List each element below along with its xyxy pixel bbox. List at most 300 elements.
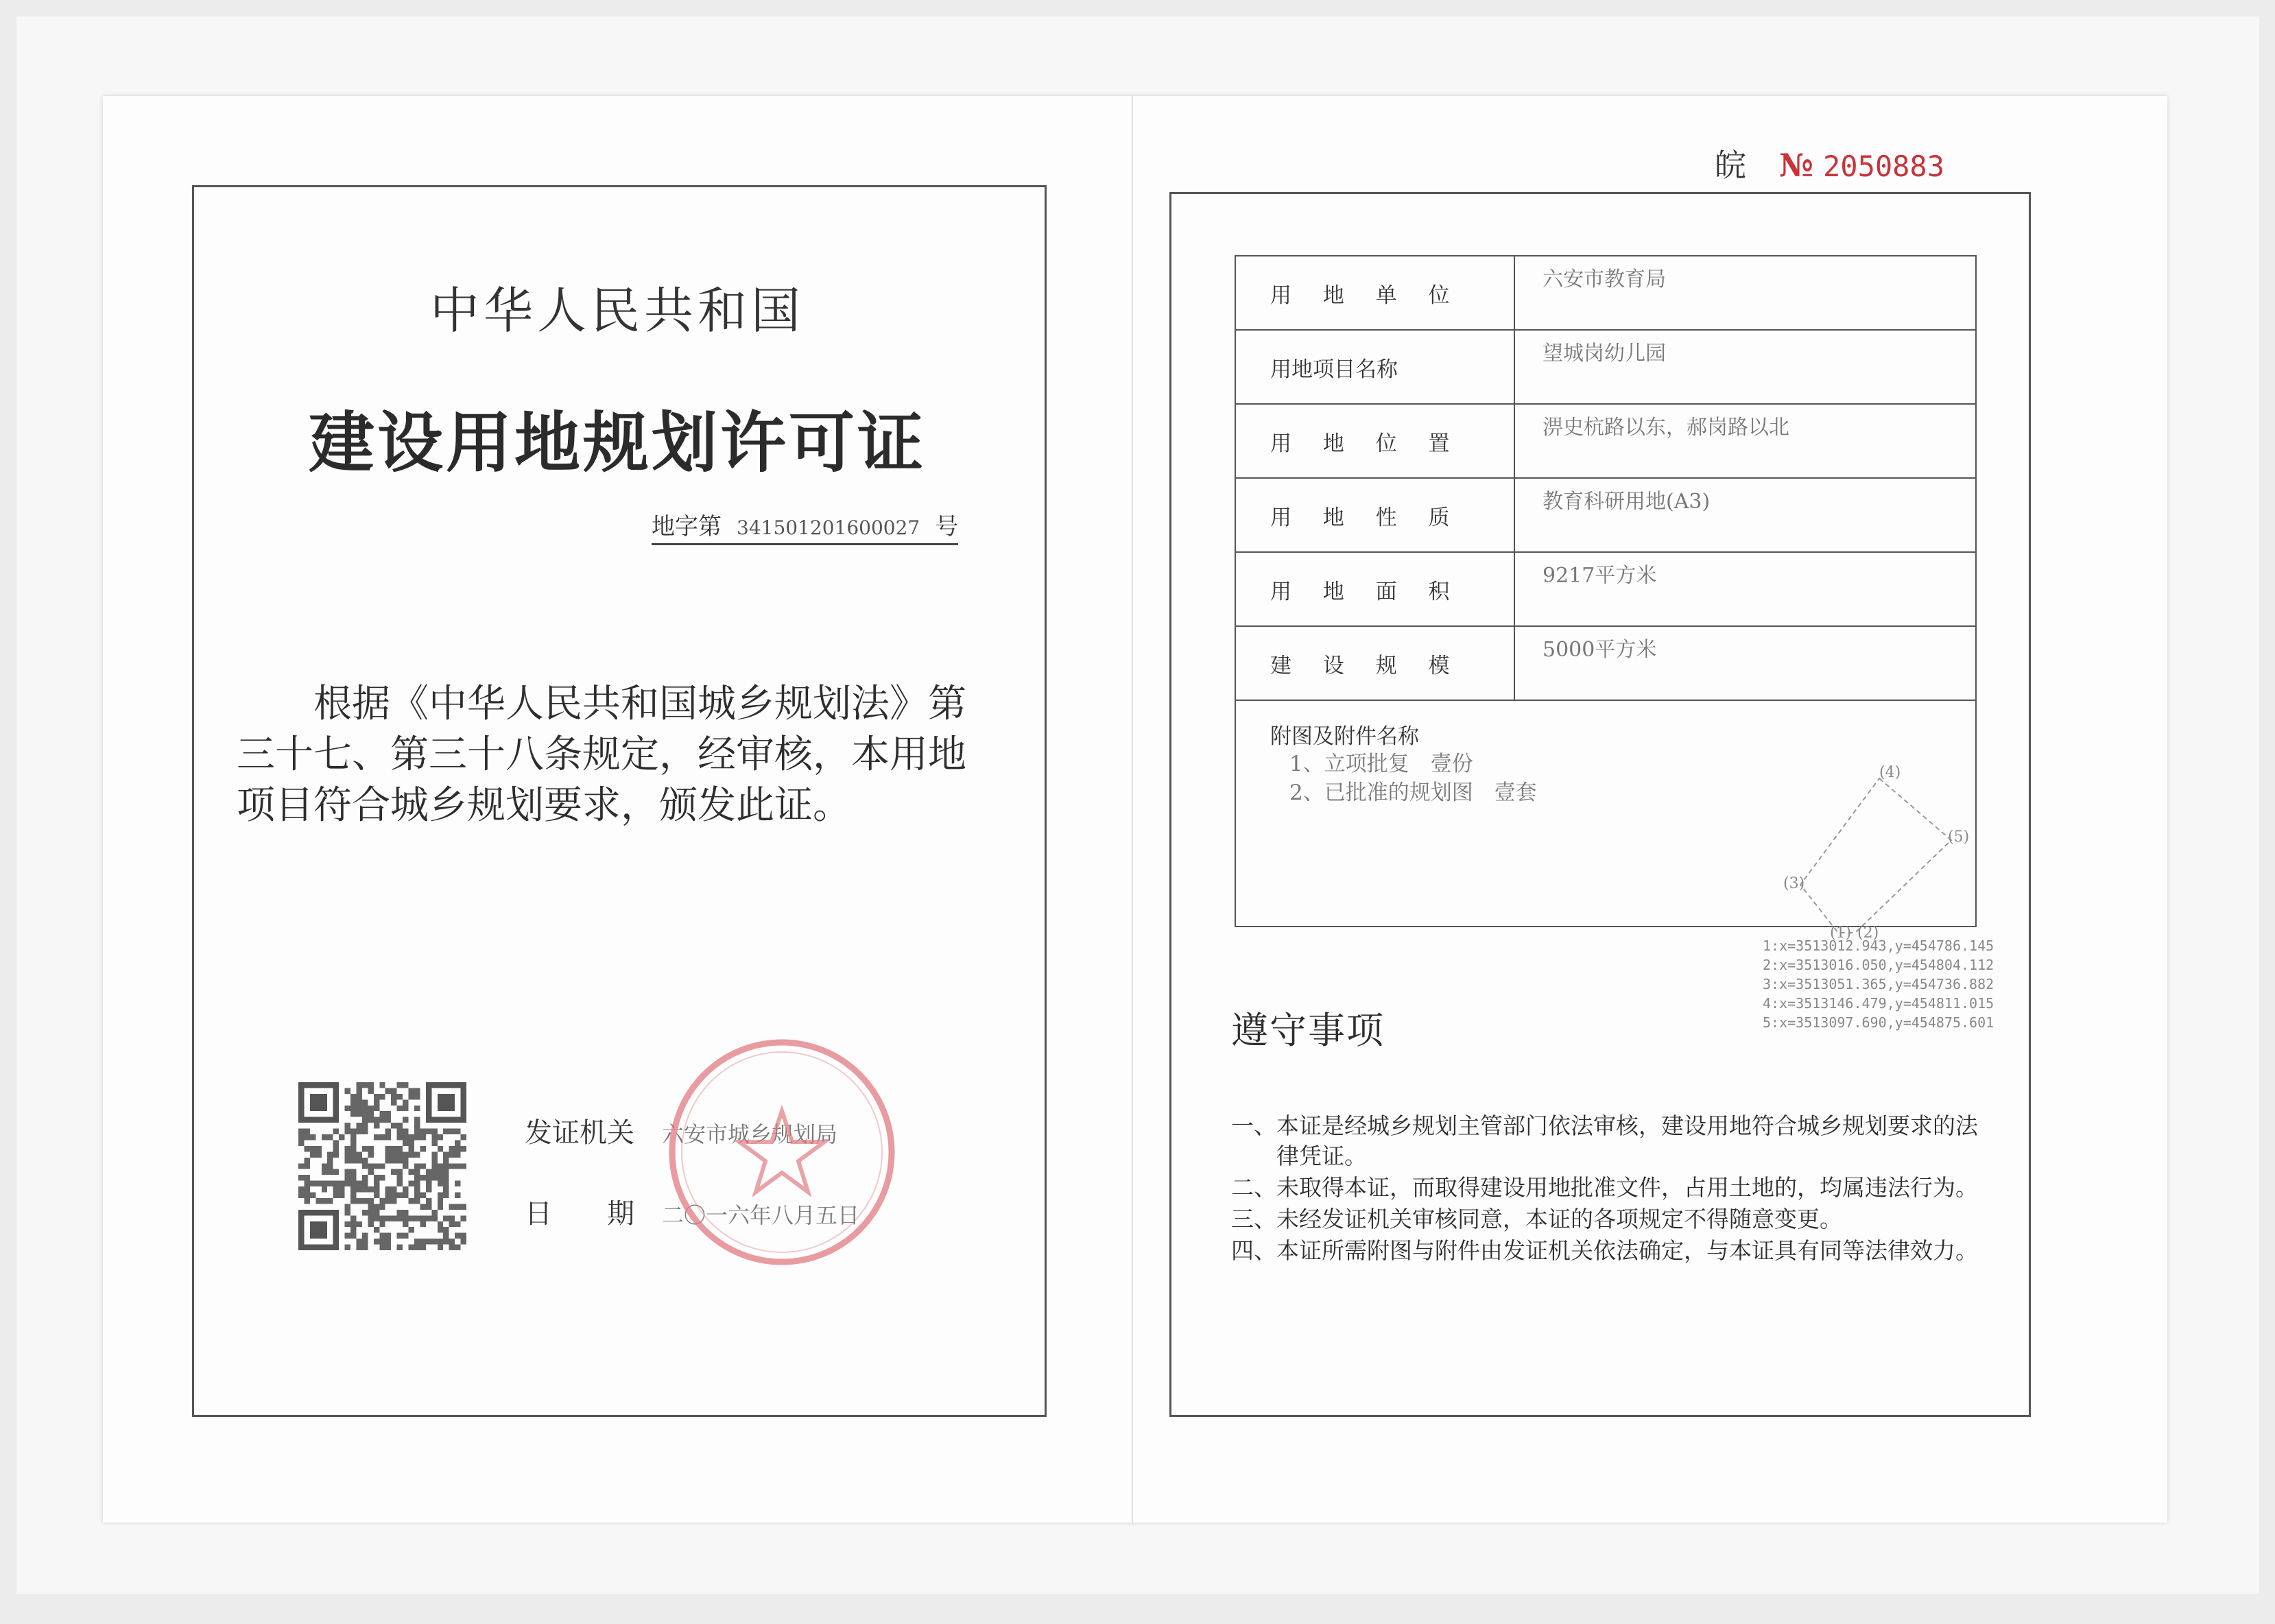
qr-module xyxy=(350,1227,356,1232)
qr-module xyxy=(431,1175,437,1180)
qr-module xyxy=(414,1175,420,1180)
qr-module xyxy=(455,1140,460,1145)
qr-module xyxy=(431,1163,437,1169)
table-row xyxy=(1235,478,1976,552)
qr-module xyxy=(327,1169,333,1175)
date-value: 二〇一六年八月五日 xyxy=(662,1202,860,1228)
qr-module xyxy=(414,1193,420,1198)
row-value: 5000平方米 xyxy=(1514,626,1976,700)
qr-module xyxy=(449,1151,455,1157)
qr-module xyxy=(339,1193,344,1198)
qr-module xyxy=(461,1239,466,1244)
qr-module xyxy=(310,1146,315,1151)
row-label: 用地项目名称 xyxy=(1235,330,1514,404)
qr-module xyxy=(374,1204,379,1209)
qr-module xyxy=(414,1181,420,1186)
qr-module xyxy=(449,1146,455,1151)
qr-module xyxy=(345,1181,350,1186)
qr-module xyxy=(403,1134,408,1140)
qr-module xyxy=(345,1245,350,1250)
qr-module xyxy=(409,1215,414,1221)
qr-module xyxy=(350,1140,356,1145)
qr-module xyxy=(350,1129,356,1134)
qr-module xyxy=(409,1169,414,1175)
qr-module xyxy=(438,1245,443,1250)
qr-module xyxy=(350,1215,356,1221)
qr-module xyxy=(438,1163,443,1169)
qr-module xyxy=(310,1181,315,1186)
qr-module xyxy=(391,1146,396,1151)
qr-module xyxy=(379,1215,385,1221)
coordinate-line: 1:x=3513012.943,y=454786.145 xyxy=(1763,938,1994,954)
qr-module xyxy=(403,1117,408,1123)
qr-code-icon xyxy=(298,1082,466,1250)
qr-module xyxy=(397,1134,403,1140)
qr-module xyxy=(350,1134,356,1140)
qr-module xyxy=(379,1245,385,1250)
number-suffix: 号 xyxy=(935,513,959,540)
qr-module xyxy=(345,1158,350,1163)
qr-module xyxy=(304,1198,309,1204)
qr-module xyxy=(449,1163,455,1169)
qr-module xyxy=(368,1210,373,1215)
qr-module xyxy=(350,1169,356,1175)
qr-module xyxy=(385,1111,391,1116)
qr-module xyxy=(362,1181,368,1186)
qr-module xyxy=(379,1111,385,1116)
issuer-value: 六安市城乡规划局 xyxy=(662,1121,838,1147)
qr-module xyxy=(298,1134,304,1140)
qr-module xyxy=(426,1181,431,1186)
qr-module xyxy=(385,1193,391,1198)
qr-module xyxy=(356,1151,361,1157)
row-label: 用 地 单 位 xyxy=(1235,256,1514,330)
qr-module xyxy=(339,1181,344,1186)
qr-module xyxy=(449,1129,455,1134)
qr-module xyxy=(368,1204,373,1209)
qr-module xyxy=(362,1186,368,1192)
qr-module xyxy=(414,1215,420,1221)
attachment-item: 2、已批准的规划图 壹套 xyxy=(1289,780,1537,805)
rule-text: 本证所需附图与附件由发证机关依法确定，与本证具有同等法律效力。 xyxy=(1276,1237,1978,1264)
qr-module xyxy=(438,1146,443,1151)
qr-module xyxy=(461,1134,466,1140)
qr-module xyxy=(333,1169,339,1175)
qr-module xyxy=(391,1158,396,1163)
qr-module xyxy=(356,1198,361,1204)
qr-module xyxy=(438,1204,443,1209)
qr-module xyxy=(403,1082,408,1088)
qr-module xyxy=(443,1193,449,1198)
row-label: 用 地 性 质 xyxy=(1235,478,1514,552)
rule-index: 四、 xyxy=(1231,1237,1276,1264)
qr-module xyxy=(374,1175,379,1180)
table-row xyxy=(1235,626,1976,700)
qr-module xyxy=(385,1117,391,1123)
qr-module xyxy=(397,1129,403,1134)
qr-module xyxy=(339,1186,344,1192)
qr-module xyxy=(455,1181,460,1186)
qr-module xyxy=(356,1082,361,1088)
qr-module xyxy=(443,1169,449,1175)
qr-module xyxy=(374,1227,379,1232)
qr-module xyxy=(443,1215,449,1221)
qr-module xyxy=(368,1215,373,1221)
qr-module xyxy=(420,1146,425,1151)
qr-module xyxy=(298,1175,304,1180)
qr-module xyxy=(449,1215,455,1221)
qr-module xyxy=(379,1233,385,1239)
serial-mark: № xyxy=(1779,147,1813,184)
qr-module xyxy=(374,1106,379,1111)
qr-module xyxy=(443,1181,449,1186)
qr-module xyxy=(322,1181,327,1186)
attachments-label: 附图及附件名称 xyxy=(1270,724,1419,749)
qr-module xyxy=(350,1146,356,1151)
qr-module xyxy=(379,1204,385,1209)
qr-module xyxy=(397,1193,403,1198)
qr-module xyxy=(345,1151,350,1157)
qr-module xyxy=(350,1111,356,1116)
qr-module xyxy=(409,1198,414,1204)
qr-module xyxy=(385,1233,391,1239)
qr-module xyxy=(368,1117,373,1123)
qr-module xyxy=(385,1134,391,1140)
qr-module xyxy=(397,1245,403,1250)
qr-module xyxy=(403,1158,408,1163)
qr-module xyxy=(397,1158,403,1163)
qr-module xyxy=(420,1221,425,1227)
rule-item xyxy=(1231,1173,1999,1203)
qr-module xyxy=(391,1094,396,1099)
qr-module xyxy=(304,1163,309,1169)
rule-index: 三、 xyxy=(1231,1206,1276,1232)
qr-module xyxy=(368,1106,373,1111)
qr-module xyxy=(414,1245,420,1250)
qr-module xyxy=(356,1181,361,1186)
qr-module xyxy=(362,1233,368,1239)
qr-module xyxy=(461,1163,466,1169)
serial-number xyxy=(1715,141,1944,186)
qr-module xyxy=(315,1146,321,1151)
table-row xyxy=(1235,330,1976,404)
qr-module xyxy=(310,1134,315,1140)
number-value: 341501201600027 xyxy=(737,516,920,539)
qr-module xyxy=(374,1239,379,1244)
center-fold xyxy=(1132,96,1133,1522)
qr-module xyxy=(461,1204,466,1209)
qr-module xyxy=(304,1158,309,1163)
qr-module xyxy=(350,1094,356,1099)
qr-module xyxy=(356,1158,361,1163)
certificate-title: 建设用地规划许可证 xyxy=(309,405,926,481)
qr-module xyxy=(368,1186,373,1192)
qr-module xyxy=(385,1146,391,1151)
qr-module xyxy=(443,1186,449,1192)
qr-module xyxy=(385,1158,391,1163)
table-row xyxy=(1235,404,1976,478)
qr-module xyxy=(455,1163,460,1169)
qr-module xyxy=(362,1158,368,1163)
qr-module xyxy=(322,1198,327,1204)
rule-index: 一、 xyxy=(1231,1112,1276,1139)
qr-module xyxy=(304,1186,309,1192)
row-label: 用 地 位 置 xyxy=(1235,404,1514,478)
attachment-item: 1、立项批复 壹份 xyxy=(1289,752,1473,776)
qr-module xyxy=(374,1186,379,1192)
qr-module xyxy=(431,1129,437,1134)
qr-module xyxy=(362,1111,368,1116)
qr-module xyxy=(345,1106,350,1111)
rule-index: 二、 xyxy=(1231,1174,1276,1201)
qr-module xyxy=(362,1210,368,1215)
qr-module xyxy=(374,1210,379,1215)
date-label: 日 期 xyxy=(525,1198,634,1230)
rule-text: 未取得本证，而取得建设用地批准文件，占用土地的，均属违法行为。 xyxy=(1276,1174,1978,1201)
qr-module xyxy=(379,1239,385,1244)
qr-module xyxy=(345,1175,350,1180)
qr-module xyxy=(409,1245,414,1250)
qr-module xyxy=(327,1158,333,1163)
qr-module xyxy=(345,1169,350,1175)
qr-module xyxy=(409,1151,414,1157)
qr-module xyxy=(414,1106,420,1111)
qr-module xyxy=(431,1134,437,1140)
row-label: 用 地 面 积 xyxy=(1235,552,1514,626)
qr-module xyxy=(350,1099,356,1105)
qr-module xyxy=(350,1198,356,1204)
qr-module xyxy=(362,1123,368,1128)
qr-module xyxy=(368,1163,373,1169)
qr-module xyxy=(438,1227,443,1232)
qr-module xyxy=(322,1186,327,1192)
qr-module xyxy=(455,1193,460,1198)
qr-module xyxy=(345,1088,350,1093)
qr-module xyxy=(443,1227,449,1232)
qr-module xyxy=(345,1233,350,1239)
qr-module xyxy=(374,1094,379,1099)
qr-module xyxy=(397,1094,403,1099)
rule-text: 未经发证机关审核同意，本证的各项规定不得随意变更。 xyxy=(1276,1206,1842,1232)
qr-module xyxy=(345,1123,350,1128)
qr-module xyxy=(379,1198,385,1204)
rules-title: 遵守事项 xyxy=(1231,1009,1385,1052)
qr-module xyxy=(298,1140,304,1145)
basis-line: 项目符合城乡规划要求，颁发此证。 xyxy=(237,783,851,828)
qr-module xyxy=(426,1129,431,1134)
rule-item xyxy=(1231,1204,1999,1234)
qr-module xyxy=(356,1099,361,1105)
qr-module xyxy=(420,1239,425,1244)
qr-module xyxy=(362,1082,368,1088)
qr-module xyxy=(333,1129,339,1134)
qr-module xyxy=(368,1198,373,1204)
qr-module xyxy=(379,1134,385,1140)
qr-module xyxy=(350,1158,356,1163)
table-row xyxy=(1235,552,1976,626)
qr-module xyxy=(438,1239,443,1244)
qr-module xyxy=(362,1129,368,1134)
qr-module xyxy=(455,1245,460,1250)
qr-module xyxy=(315,1151,321,1157)
qr-module xyxy=(431,1210,437,1215)
qr-module xyxy=(368,1151,373,1157)
qr-module xyxy=(403,1099,408,1105)
qr-module xyxy=(362,1163,368,1169)
qr-module xyxy=(409,1088,414,1093)
qr-module xyxy=(391,1215,396,1221)
qr-module xyxy=(397,1082,403,1088)
table-row xyxy=(1235,256,1976,330)
qr-module xyxy=(414,1094,420,1099)
qr-module xyxy=(339,1134,344,1140)
qr-module xyxy=(304,1181,309,1186)
qr-module xyxy=(426,1186,431,1192)
qr-module xyxy=(443,1239,449,1244)
qr-module xyxy=(374,1117,379,1123)
qr-module xyxy=(431,1158,437,1163)
qr-module xyxy=(420,1129,425,1134)
qr-module xyxy=(426,1198,431,1204)
qr-module xyxy=(420,1175,425,1180)
qr-module xyxy=(420,1215,425,1221)
qr-module xyxy=(374,1163,379,1169)
qr-module xyxy=(298,1186,304,1192)
qr-module xyxy=(385,1129,391,1134)
qr-module xyxy=(414,1123,420,1128)
qr-module xyxy=(356,1239,361,1244)
qr-module xyxy=(403,1233,408,1239)
qr-module xyxy=(350,1181,356,1186)
qr-module xyxy=(391,1186,396,1192)
coordinate-line: 3:x=3513051.365,y=454736.882 xyxy=(1763,976,1994,992)
qr-module xyxy=(409,1181,414,1186)
qr-module xyxy=(455,1233,460,1239)
serial-value: 2050883 xyxy=(1823,150,1945,183)
qr-module xyxy=(322,1134,327,1140)
qr-module xyxy=(403,1193,408,1198)
qr-module xyxy=(414,1239,420,1244)
qr-module xyxy=(391,1088,396,1093)
qr-module xyxy=(350,1186,356,1192)
qr-module xyxy=(414,1117,420,1123)
qr-module xyxy=(374,1215,379,1221)
qr-module xyxy=(438,1198,443,1204)
qr-module xyxy=(414,1134,420,1140)
qr-module xyxy=(443,1163,449,1169)
site-point-label: (2) xyxy=(1857,924,1879,942)
qr-module xyxy=(304,1134,309,1140)
qr-module xyxy=(391,1123,396,1128)
qr-module xyxy=(374,1099,379,1105)
qr-module xyxy=(403,1140,408,1145)
qr-module xyxy=(420,1163,425,1169)
province-code: 皖 xyxy=(1715,147,1746,184)
qr-module xyxy=(304,1175,309,1180)
basis-line: 三十七、第三十八条规定，经审核，本用地 xyxy=(237,732,966,777)
site-point-label: (3) xyxy=(1783,875,1805,892)
qr-module xyxy=(345,1146,350,1151)
row-value: 淠史杭路以东，郝岗路以北 xyxy=(1514,404,1976,478)
qr-module xyxy=(374,1181,379,1186)
site-point-label: (4) xyxy=(1879,765,1901,781)
legal-basis-text xyxy=(237,679,1005,831)
qr-module xyxy=(438,1181,443,1186)
qr-module xyxy=(391,1198,396,1204)
qr-module xyxy=(304,1129,309,1134)
qr-module xyxy=(379,1163,385,1169)
qr-module xyxy=(298,1193,304,1198)
qr-module xyxy=(368,1169,373,1175)
qr-module xyxy=(350,1151,356,1157)
qr-module xyxy=(362,1117,368,1123)
site-point-label: (5) xyxy=(1948,828,1970,846)
qr-module xyxy=(345,1221,350,1227)
qr-module xyxy=(379,1175,385,1180)
qr-module xyxy=(333,1186,339,1192)
qr-module xyxy=(298,1129,304,1134)
qr-module xyxy=(438,1175,443,1180)
qr-module xyxy=(449,1221,455,1227)
qr-module xyxy=(397,1123,403,1128)
qr-module xyxy=(374,1123,379,1128)
qr-module xyxy=(356,1123,361,1128)
qr-module xyxy=(385,1198,391,1204)
qr-module xyxy=(420,1245,425,1250)
qr-module xyxy=(403,1221,408,1227)
qr-module xyxy=(397,1210,403,1215)
row-label: 建 设 规 模 xyxy=(1235,626,1514,700)
qr-module xyxy=(409,1146,414,1151)
qr-module xyxy=(356,1129,361,1134)
qr-module xyxy=(426,1169,431,1175)
qr-module xyxy=(431,1239,437,1244)
qr-module xyxy=(397,1106,403,1111)
qr-module xyxy=(455,1129,460,1134)
qr-module xyxy=(327,1198,333,1204)
coordinate-line: 5:x=3513097.690,y=454875.601 xyxy=(1763,1014,1994,1031)
qr-module xyxy=(438,1134,443,1140)
rule-text: 本证是经城乡规划主管部门依法审核，建设用地符合城乡规划要求的法律凭证。 xyxy=(1276,1112,1978,1169)
coordinate-line: 2:x=3513016.050,y=454804.112 xyxy=(1763,957,1994,973)
qr-module xyxy=(362,1198,368,1204)
qr-module xyxy=(385,1186,391,1192)
qr-module xyxy=(385,1215,391,1221)
qr-module xyxy=(420,1134,425,1140)
qr-module xyxy=(350,1175,356,1180)
qr-module xyxy=(403,1163,408,1169)
qr-module xyxy=(443,1129,449,1134)
qr-module xyxy=(345,1129,350,1134)
qr-module xyxy=(414,1129,420,1134)
qr-module xyxy=(356,1111,361,1116)
rule-item xyxy=(1231,1236,1999,1266)
coordinate-line: 4:x=3513146.479,y=454811.015 xyxy=(1763,995,1994,1012)
qr-module xyxy=(350,1106,356,1111)
qr-module xyxy=(397,1215,403,1221)
qr-module xyxy=(443,1233,449,1239)
qr-module xyxy=(362,1146,368,1151)
qr-module xyxy=(385,1245,391,1250)
certificate-number xyxy=(652,508,958,545)
qr-module xyxy=(397,1181,403,1186)
qr-module xyxy=(356,1245,361,1250)
qr-module xyxy=(333,1151,339,1157)
number-prefix: 地字第 xyxy=(652,513,722,540)
qr-module xyxy=(315,1198,321,1204)
qr-module xyxy=(449,1239,455,1244)
qr-module xyxy=(438,1169,443,1175)
